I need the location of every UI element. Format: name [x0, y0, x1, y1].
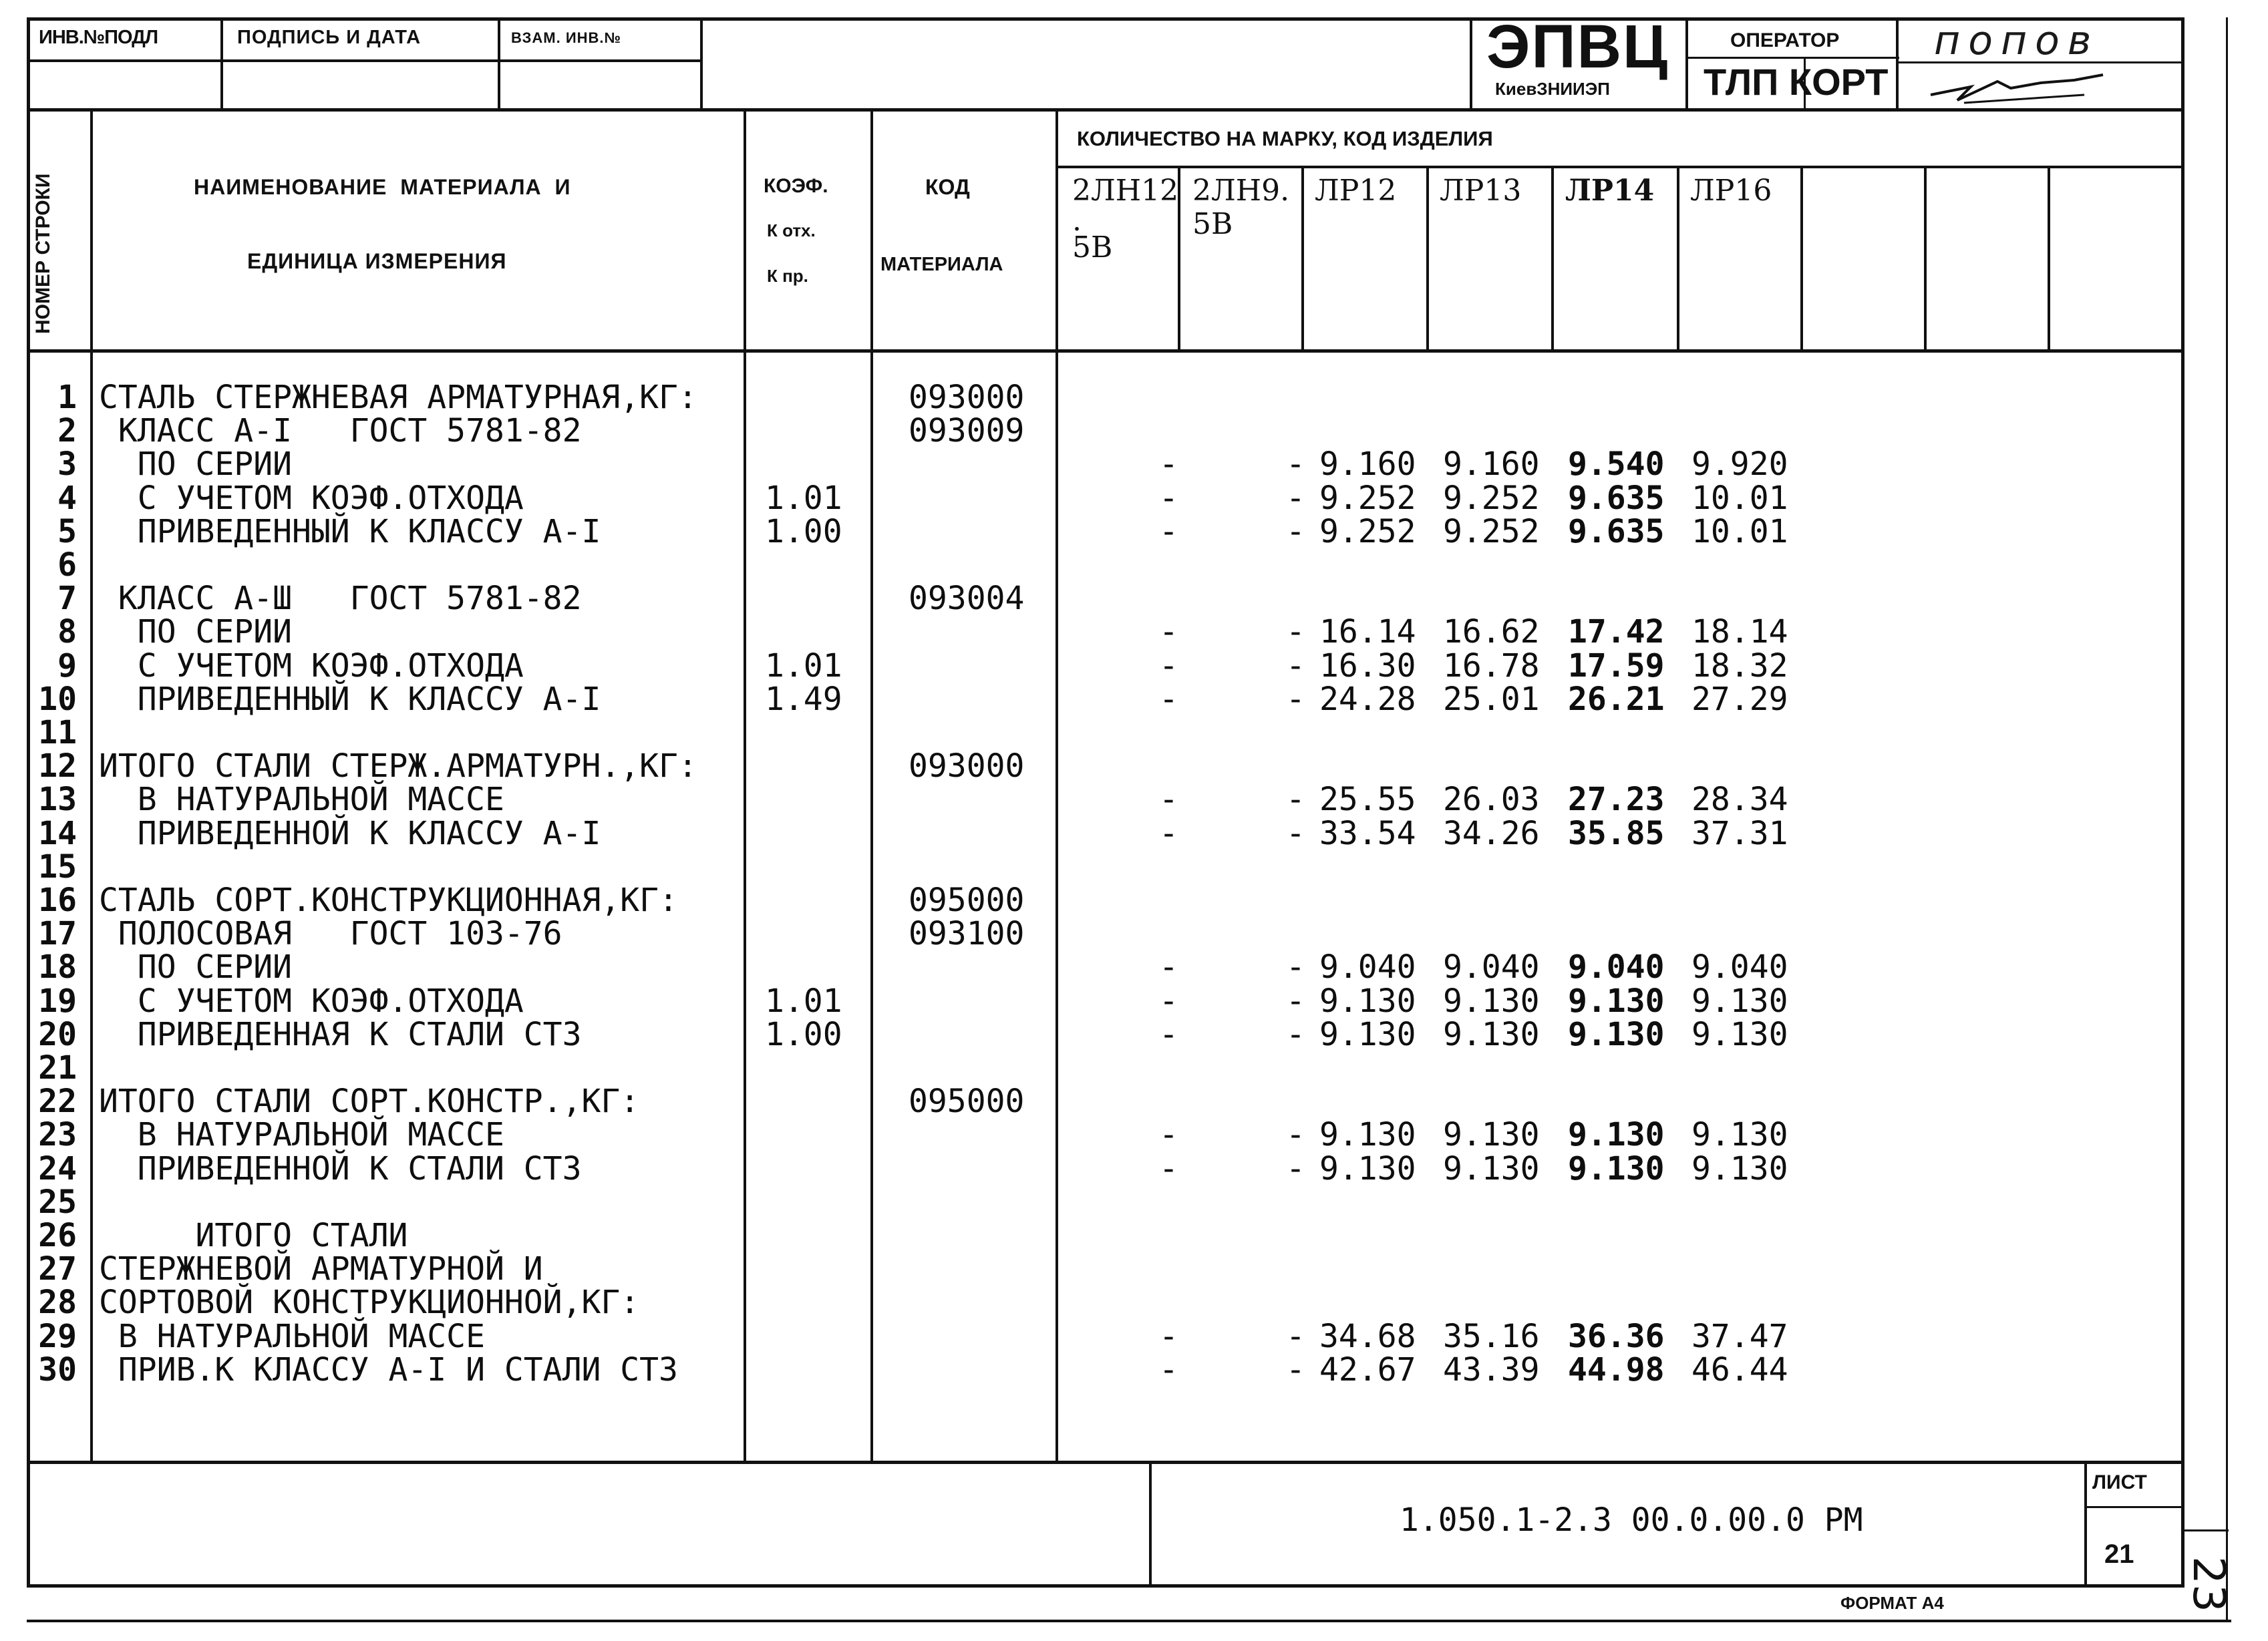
row-number: 5 — [57, 512, 77, 550]
material-code: 093004 — [909, 580, 1025, 618]
qty-dash: - — [1286, 680, 1305, 718]
qty-value: 16.62 — [1443, 613, 1540, 651]
qty-dash: - — [1159, 948, 1178, 986]
qty-value: 9.252 — [1319, 479, 1416, 517]
operator-value: ТЛП КОРТ — [1704, 61, 1889, 103]
inv-podl-label: ИНВ.№ПОДЛ — [39, 27, 158, 48]
row-number: 8 — [57, 613, 77, 651]
qty-value: 9.040 — [1319, 948, 1416, 986]
qty-value: 9.040 — [1691, 948, 1788, 986]
material-code: 093100 — [909, 915, 1025, 953]
org-subtitle: КиевЗНИИЭП — [1495, 79, 1610, 99]
qty-header-label: КОЛИЧЕСТВО НА МАРКУ, КОД ИЗДЕЛИЯ — [1077, 127, 1493, 150]
qty-dash: - — [1286, 948, 1305, 986]
product-col-1 — [1072, 174, 1179, 264]
material-name: ПРИВЕДЕННЫЙ К КЛАССУ А-I — [99, 680, 601, 718]
qty-value: 9.252 — [1443, 479, 1540, 517]
operator-label: ОПЕРАТОР — [1730, 29, 1840, 51]
qty-value: 24.28 — [1319, 680, 1416, 718]
qty-value: 26.21 — [1568, 680, 1665, 718]
material-name: СТАЛЬ СТЕРЖНЕВАЯ АРМАТУРНАЯ,КГ: — [99, 379, 697, 416]
row-number: 19 — [38, 982, 77, 1020]
row-number-header: НОМЕР СТРОКИ — [32, 173, 54, 334]
product-col-5: ЛР14 — [1565, 174, 1655, 208]
qty-value: 9.160 — [1319, 445, 1416, 484]
qty-dash: - — [1286, 1149, 1305, 1188]
qty-value: 27.29 — [1691, 680, 1788, 718]
qty-dash: - — [1159, 814, 1178, 852]
qty-value: 37.31 — [1691, 814, 1788, 852]
table-row — [0, 445, 2268, 484]
material-name: ПРИВ.К КЛАССУ А-I И СТАЛИ СТ3 — [99, 1350, 678, 1389]
coef-value: 1.01 — [765, 647, 842, 685]
material-code: 095000 — [909, 1083, 1025, 1121]
table-row — [0, 716, 2268, 749]
material-code: 093009 — [909, 412, 1025, 450]
table-row — [0, 680, 2268, 718]
qty-value: 43.39 — [1443, 1350, 1540, 1389]
row-number: 6 — [57, 546, 77, 584]
coef-header-line3: К пр. — [767, 266, 808, 286]
qty-value: 9.130 — [1319, 1116, 1416, 1154]
qty-value: 9.635 — [1568, 479, 1665, 517]
qty-dash: - — [1286, 512, 1305, 550]
product-col-4: ЛР13 — [1440, 174, 1522, 208]
qty-dash: - — [1286, 613, 1305, 651]
frame-top — [27, 17, 2184, 21]
material-name: СТЕРЖНЕВОЙ АРМАТУРНОЙ И — [99, 1250, 543, 1288]
product-col-2 — [1192, 174, 1289, 241]
qty-value: 34.68 — [1319, 1317, 1416, 1355]
qty-value: 9.920 — [1691, 445, 1788, 484]
row-number: 21 — [38, 1049, 77, 1087]
frame-outer-bottom — [27, 1620, 2231, 1622]
qty-value: 34.26 — [1443, 814, 1540, 852]
row-number: 15 — [38, 848, 77, 886]
coef-header-line1: КОЭФ. — [764, 175, 828, 197]
qty-col-line-6 — [1800, 166, 1803, 351]
title-bottom-line — [27, 108, 2184, 112]
org-name: ЭПВЦ — [1486, 13, 1669, 81]
material-header-line1: НАИМЕНОВАНИЕ МАТЕРИАЛА И — [194, 175, 571, 199]
body-bottom-line — [27, 1461, 2184, 1464]
qty-dash: - — [1286, 781, 1305, 819]
row-number: 9 — [57, 647, 77, 685]
product-col-2-line1: 2ЛН9. — [1192, 174, 1290, 208]
table-row — [0, 950, 2268, 984]
qty-dash: - — [1159, 680, 1178, 718]
table-row — [0, 1252, 2268, 1286]
table-row — [0, 580, 2268, 618]
product-col-1-line2: . — [1072, 204, 1082, 238]
qty-dash: - — [1159, 613, 1178, 651]
qty-value: 9.130 — [1568, 1149, 1665, 1188]
qty-dash: - — [1159, 1116, 1178, 1154]
qty-dash: - — [1286, 479, 1305, 517]
material-header-line2: ЕДИНИЦА ИЗМЕРЕНИЯ — [247, 249, 507, 273]
frame-bottom — [27, 1584, 2184, 1588]
title-v5 — [1685, 17, 1688, 111]
qty-value: 46.44 — [1691, 1350, 1788, 1389]
table-row — [0, 615, 2268, 649]
table-row — [0, 1015, 2268, 1053]
qty-value: 16.14 — [1319, 613, 1416, 651]
code-header-line1: КОД — [925, 175, 970, 199]
material-name: СОРТОВОЙ КОНСТРУКЦИОННОЙ,КГ: — [99, 1284, 640, 1322]
material-name: С УЧЕТОМ КОЭФ.ОТХОДА — [99, 647, 524, 685]
coef-value: 1.00 — [765, 1015, 842, 1053]
row-number: 20 — [38, 1015, 77, 1053]
row-number: 29 — [38, 1317, 77, 1355]
qty-col-line-8 — [2048, 166, 2050, 351]
qty-value: 9.130 — [1568, 1116, 1665, 1154]
code-header-line2: МАТЕРИАЛА — [880, 254, 1003, 275]
material-name: ИТОГО СТАЛИ — [99, 1217, 408, 1254]
table-row — [0, 814, 2268, 852]
table-row — [0, 1317, 2268, 1355]
table-row — [0, 649, 2268, 683]
signature-date-label: ПОДПИСЬ И ДАТА — [237, 27, 422, 48]
row-number: 13 — [38, 781, 77, 819]
qty-value: 9.252 — [1319, 512, 1416, 550]
coef-header-line2: К отх. — [767, 220, 816, 240]
qty-value: 16.78 — [1443, 647, 1540, 685]
qty-dash: - — [1286, 445, 1305, 484]
qty-value: 42.67 — [1319, 1350, 1416, 1389]
qty-value: 9.040 — [1568, 948, 1665, 986]
header-bottom-line — [27, 349, 2184, 353]
row-number: 22 — [38, 1083, 77, 1121]
product-col-3: ЛР12 — [1315, 174, 1397, 208]
qty-value: 17.42 — [1568, 613, 1665, 651]
page-number-handwritten: 23 — [2183, 1556, 2235, 1612]
right-strip-h — [2183, 1529, 2229, 1531]
qty-value: 9.130 — [1319, 1149, 1416, 1188]
qty-value: 9.130 — [1691, 982, 1788, 1020]
row-number: 4 — [57, 479, 77, 517]
table-row — [0, 781, 2268, 819]
qty-value: 9.130 — [1443, 1015, 1540, 1053]
qty-value: 27.23 — [1568, 781, 1665, 819]
row-number: 27 — [38, 1250, 77, 1288]
qty-dash: - — [1159, 1317, 1178, 1355]
qty-value: 9.130 — [1443, 982, 1540, 1020]
qty-value: 9.130 — [1691, 1149, 1788, 1188]
table-row — [0, 884, 2268, 917]
qty-value: 17.59 — [1568, 647, 1665, 685]
qty-col-line-5 — [1677, 166, 1679, 351]
table-row — [0, 1183, 2268, 1221]
footer-v1 — [1149, 1461, 1152, 1588]
row-number: 12 — [38, 747, 77, 785]
row-number: 3 — [57, 445, 77, 484]
qty-value: 9.635 — [1568, 512, 1665, 550]
qty-dash: - — [1286, 814, 1305, 852]
table-row — [0, 381, 2268, 414]
title-v2 — [498, 17, 500, 111]
qty-value: 9.130 — [1568, 982, 1665, 1020]
qty-value: 10.01 — [1691, 512, 1788, 550]
row-number: 18 — [38, 948, 77, 986]
product-col-1-line3: 5В — [1072, 230, 1113, 264]
qty-dash: - — [1159, 1350, 1178, 1389]
material-name: ПО СЕРИИ — [99, 948, 292, 986]
row-number: 25 — [38, 1183, 77, 1221]
qty-value: 18.32 — [1691, 647, 1788, 685]
qty-value: 10.01 — [1691, 479, 1788, 517]
material-name: ПРИВЕДЕННОЙ К СТАЛИ СТ3 — [99, 1149, 582, 1188]
title-v4 — [1470, 17, 1472, 111]
material-name: В НАТУРАЛЬНОЙ МАССЕ — [99, 1116, 504, 1154]
qty-dash: - — [1286, 1116, 1305, 1154]
row-number: 16 — [38, 882, 77, 919]
material-name: ПО СЕРИИ — [99, 445, 292, 484]
material-name: В НАТУРАЛЬНОЙ МАССЕ — [99, 781, 504, 819]
coef-value: 1.00 — [765, 512, 842, 550]
qty-value: 25.01 — [1443, 680, 1540, 718]
qty-dash: - — [1286, 1015, 1305, 1053]
qty-col-line-3 — [1426, 166, 1429, 351]
qty-col-line-4 — [1551, 166, 1554, 351]
title-h-op — [1685, 57, 1899, 59]
row-number: 17 — [38, 915, 77, 953]
qty-value: 9.130 — [1568, 1015, 1665, 1053]
qty-dash: - — [1159, 512, 1178, 550]
material-name: ИТОГО СТАЛИ СОРТ.КОНСТР.,КГ: — [99, 1083, 640, 1121]
table-row — [0, 479, 2268, 517]
qty-value: 36.36 — [1568, 1317, 1665, 1355]
row-number: 11 — [38, 714, 77, 751]
qty-value: 44.98 — [1568, 1350, 1665, 1389]
sheet-label: ЛИСТ — [2092, 1471, 2147, 1493]
row-number: 10 — [38, 680, 77, 718]
qty-dash: - — [1159, 1149, 1178, 1188]
qty-value: 9.130 — [1691, 1015, 1788, 1053]
sheet-number: 21 — [2104, 1539, 2134, 1569]
qty-value: 37.47 — [1691, 1317, 1788, 1355]
qty-col-line-7 — [1924, 166, 1927, 351]
qty-value: 9.540 — [1568, 445, 1665, 484]
material-name: ПРИВЕДЕННЫЙ К КЛАССУ А-I — [99, 512, 601, 550]
qty-value: 18.14 — [1691, 613, 1788, 651]
material-code: 093000 — [909, 747, 1025, 785]
format-label: ФОРМАТ А4 — [1840, 1593, 1944, 1613]
title-v1 — [220, 17, 223, 111]
qty-dash: - — [1159, 445, 1178, 484]
footer-h-sheet — [2084, 1506, 2184, 1508]
table-row — [0, 749, 2268, 783]
table-row — [0, 1149, 2268, 1188]
qty-value: 9.160 — [1443, 445, 1540, 484]
material-name: ПРИВЕДЕННАЯ К СТАЛИ СТ3 — [99, 1015, 582, 1053]
footer-v2 — [2084, 1461, 2087, 1588]
surname-handwritten: попов — [1934, 17, 2100, 64]
title-row-line — [27, 59, 701, 62]
qty-value: 9.130 — [1443, 1149, 1540, 1188]
row-number: 2 — [57, 412, 77, 450]
qty-dash: - — [1159, 982, 1178, 1020]
material-name: В НАТУРАЛЬНОЙ МАССЕ — [99, 1317, 485, 1355]
qty-dash: - — [1286, 1350, 1305, 1389]
table-row — [0, 1219, 2268, 1252]
table-row — [0, 1051, 2268, 1085]
row-number: 7 — [57, 580, 77, 618]
material-name: КЛАСС А-I ГОСТ 5781-82 — [99, 412, 582, 450]
qty-value: 9.130 — [1443, 1116, 1540, 1154]
row-number: 1 — [57, 379, 77, 416]
qty-value: 28.34 — [1691, 781, 1788, 819]
qty-col-line-2 — [1301, 166, 1304, 351]
coef-value: 1.01 — [765, 982, 842, 1020]
table-row — [0, 984, 2268, 1018]
table-row — [0, 850, 2268, 884]
material-name: ПОЛОСОВАЯ ГОСТ 103-76 — [99, 915, 562, 953]
title-v6 — [1896, 17, 1899, 111]
table-row — [0, 512, 2268, 550]
material-name: СТАЛЬ СОРТ.КОНСТРУКЦИОННАЯ,КГ: — [99, 882, 678, 919]
title-v3 — [700, 17, 703, 111]
qty-dash: - — [1286, 647, 1305, 685]
material-name: ИТОГО СТАЛИ СТЕРЖ.АРМАТУРН.,КГ: — [99, 747, 697, 785]
product-col-1-line1: 2ЛН12 — [1072, 174, 1179, 208]
table-row — [0, 1116, 2268, 1154]
qty-dash: - — [1159, 1015, 1178, 1053]
qty-dash: - — [1286, 1317, 1305, 1355]
row-number: 24 — [38, 1149, 77, 1188]
table-row — [0, 412, 2268, 450]
qty-value: 35.16 — [1443, 1317, 1540, 1355]
qty-value: 9.252 — [1443, 512, 1540, 550]
table-row — [0, 1284, 2268, 1322]
table-row — [0, 1350, 2268, 1389]
qty-value: 9.130 — [1691, 1116, 1788, 1154]
qty-value: 35.85 — [1568, 814, 1665, 852]
table-row — [0, 915, 2268, 953]
row-number: 28 — [38, 1284, 77, 1322]
qty-dash: - — [1159, 781, 1178, 819]
qty-dash: - — [1159, 479, 1178, 517]
qty-value: 25.55 — [1319, 781, 1416, 819]
material-name: С УЧЕТОМ КОЭФ.ОТХОДА — [99, 982, 524, 1020]
qty-value: 9.130 — [1319, 1015, 1416, 1053]
row-number: 14 — [38, 814, 77, 852]
row-number: 30 — [38, 1350, 77, 1389]
qty-value: 26.03 — [1443, 781, 1540, 819]
qty-dash: - — [1159, 647, 1178, 685]
product-col-6: ЛР16 — [1690, 174, 1772, 208]
signature-scribble — [1924, 61, 2111, 108]
vzam-inv-label: ВЗАМ. ИНВ.№ — [511, 29, 622, 46]
row-number: 23 — [38, 1116, 77, 1154]
coef-value: 1.01 — [765, 479, 842, 517]
qty-value: 33.54 — [1319, 814, 1416, 852]
material-name: КЛАСС А-Ш ГОСТ 5781-82 — [99, 580, 582, 618]
qty-label-line — [1057, 166, 2184, 168]
qty-value: 16.30 — [1319, 647, 1416, 685]
document-code: 1.050.1-2.3 00.0.00.0 РМ — [1400, 1501, 1863, 1539]
qty-value: 9.130 — [1319, 982, 1416, 1020]
material-name: ПРИВЕДЕННОЙ К КЛАССУ А-I — [99, 814, 601, 852]
table-row — [0, 548, 2268, 582]
coef-value: 1.49 — [765, 680, 842, 718]
table-row — [0, 1083, 2268, 1121]
qty-value: 9.040 — [1443, 948, 1540, 986]
material-name: ПО СЕРИИ — [99, 613, 292, 651]
material-code: 093000 — [909, 379, 1025, 416]
material-code: 095000 — [909, 882, 1025, 919]
row-number: 26 — [38, 1217, 77, 1254]
material-name: С УЧЕТОМ КОЭФ.ОТХОДА — [99, 479, 524, 517]
qty-dash: - — [1286, 982, 1305, 1020]
product-col-2-line2: 5В — [1192, 207, 1233, 241]
